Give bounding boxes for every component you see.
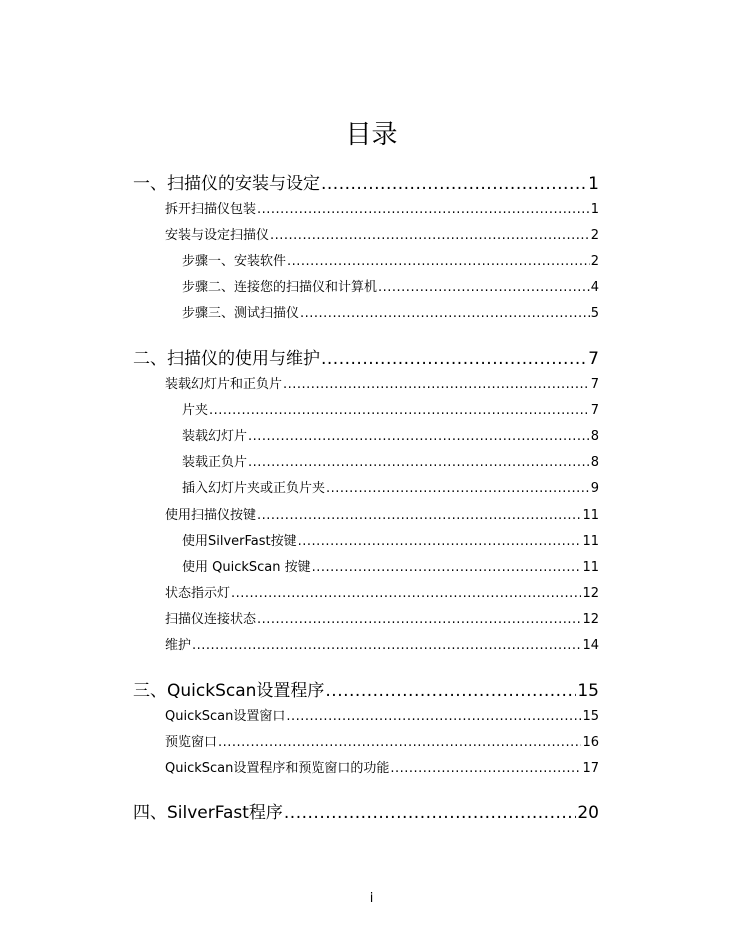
toc-page-number: 16 [582,735,599,750]
toc-entry-label: 一、扫描仪的安装与设定 [133,174,320,194]
toc-entry-load-negatives[interactable] [182,454,599,472]
toc-section-2[interactable] [133,348,599,370]
toc-section-1[interactable] [133,173,599,195]
dot-leader [192,637,581,655]
toc-entry-label: 状态指示灯 [165,586,231,601]
toc-page-number: 11 [582,534,599,549]
toc-entry-film-holder[interactable] [182,402,599,420]
toc-page-number: 9 [590,481,599,496]
toc-page-number: 2 [590,254,599,269]
toc-entry-label: 使用扫描仪按键 [165,508,257,523]
toc-page-number: 1 [590,202,599,217]
dot-leader [378,279,590,297]
toc-page-number: 11 [582,560,599,575]
dot-leader [312,559,582,577]
toc-entry-label: 装载幻灯片和正负片 [165,377,283,392]
toc-entry-maintenance[interactable] [165,637,599,655]
toc-entry-quickscan-button[interactable] [182,559,599,577]
toc-page-number: 8 [590,429,599,444]
toc-page-number: 7 [588,349,599,369]
toc-entry-label: 维护 [165,638,192,653]
toc-entry-label: 扫描仪连接状态 [165,612,257,627]
dot-leader [283,376,590,394]
toc-entry-label: QuickScan设置窗口 [165,709,286,724]
toc-entry-label: 使用SilverFast按键 [182,534,297,549]
toc-page-number: 5 [590,306,599,321]
toc-page-number: 20 [577,803,599,823]
page-title: 目录 [345,120,398,150]
toc-entry-status-light[interactable] [165,585,599,603]
toc-page-number: 2 [590,228,599,243]
toc-entry-label: QuickScan设置程序和预览窗口的功能 [165,761,390,776]
toc-entry-label: 步骤二、连接您的扫描仪和计算机 [182,280,378,295]
toc-entry-label: 安装与设定扫描仪 [165,228,270,243]
toc-entry-quickscan-window[interactable] [165,708,599,726]
toc-entry-install-setup-scanner[interactable] [165,227,599,245]
toc-section-3[interactable] [133,680,599,702]
toc-entry-label: 二、扫描仪的使用与维护 [133,349,320,369]
dot-leader [257,611,581,629]
toc-entry-label: 预览窗口 [165,735,218,750]
toc-entry-step-3[interactable] [182,305,599,323]
toc-entry-label: 步骤三、测试扫描仪 [182,306,300,321]
toc-entry-label: 片夹 [182,403,209,418]
toc-page-number: 17 [582,761,599,776]
toc-page-number: 12 [582,586,599,601]
toc-entry-silverfast-button[interactable] [182,533,599,551]
toc-page-number: 7 [590,377,599,392]
dot-leader [326,480,590,498]
toc-page-number: 14 [582,638,599,653]
dot-leader [257,507,581,525]
dot-leader [300,305,590,323]
toc-entry-label: 步骤一、安装软件 [182,254,287,269]
toc-page-number: 7 [590,403,599,418]
toc-entry-label: 四、SilverFast程序 [133,803,283,823]
toc-entry-label: 使用 QuickScan 按键 [182,560,311,575]
toc-entry-load-slides-negatives[interactable] [165,376,599,394]
dot-leader [298,533,582,551]
dot-leader [325,680,576,702]
toc-entry-preview-window[interactable] [165,734,599,752]
dot-leader [218,734,581,752]
toc-entry-label: 装载正负片 [182,455,248,470]
toc-page-number: 8 [590,455,599,470]
toc-entry-insert-holder[interactable] [182,480,599,498]
toc-page-number: 4 [590,280,599,295]
dot-leader [287,253,590,271]
toc-entry-connection-status[interactable] [165,611,599,629]
toc-entry-label: 插入幻灯片夹或正负片夹 [182,481,326,496]
dot-leader [270,227,590,245]
toc-entry-step-1[interactable] [182,253,599,271]
toc-entry-label: 三、QuickScan设置程序 [133,681,325,701]
toc-entry-scanner-buttons[interactable] [165,507,599,525]
toc-entry-unpack-scanner[interactable] [165,201,599,219]
toc-entry-label: 拆开扫描仪包装 [165,202,257,217]
toc-page-number: 11 [582,508,599,523]
page-number-footer: i [369,891,374,906]
toc-entry-load-slides[interactable] [182,428,599,446]
dot-leader [321,173,587,195]
toc-entry-label: 装载幻灯片 [182,429,248,444]
dot-leader [390,760,581,778]
toc-page-number: 15 [582,709,599,724]
dot-leader [248,454,590,472]
dot-leader [248,428,590,446]
dot-leader [284,802,576,824]
dot-leader [321,348,587,370]
dot-leader [286,708,581,726]
dot-leader [231,585,581,603]
toc-page-number: 12 [582,612,599,627]
toc-section-4[interactable] [133,802,599,824]
dot-leader [209,402,590,420]
toc-entry-quickscan-functions[interactable] [165,760,599,778]
toc-entry-step-2[interactable] [182,279,599,297]
toc-page-number: 15 [577,681,599,701]
dot-leader [257,201,590,219]
toc-page-number: 1 [588,174,599,194]
